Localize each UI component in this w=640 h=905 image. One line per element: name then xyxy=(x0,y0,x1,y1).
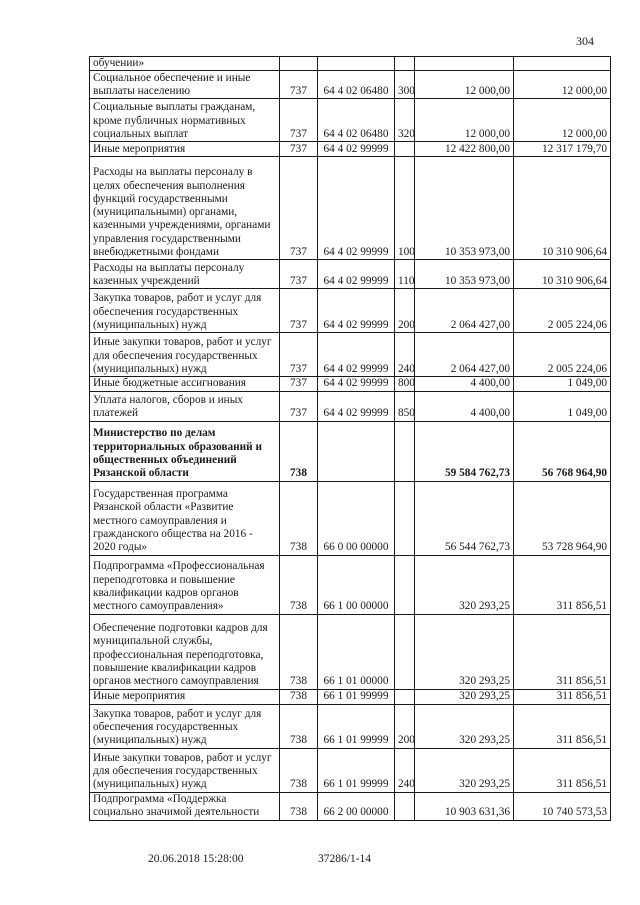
row-sum-fact-cell: 311 856,51 xyxy=(514,555,611,614)
row-ved-cell: 738 xyxy=(280,614,318,689)
row-ved-cell: 737 xyxy=(280,391,318,421)
row-csr-cell: 66 1 01 99999 xyxy=(318,704,395,748)
row-vr-cell: 800 xyxy=(395,377,415,391)
row-sum-plan-cell: 10 353 973,00 xyxy=(415,260,514,289)
row-sum-fact-cell: 10 310 906,64 xyxy=(514,260,611,289)
row-name-cell: Иные закупки товаров, работ и услуг для обеспечения государственных (муниципальных) нужд xyxy=(90,748,280,792)
row-ved-cell: 738 xyxy=(280,689,318,704)
row-vr-cell xyxy=(395,792,415,820)
row-vr-cell: 300 xyxy=(395,71,415,99)
row-csr-cell: 66 1 01 00000 xyxy=(318,614,395,689)
row-sum-fact-cell: 53 728 964,90 xyxy=(514,481,611,555)
row-name-cell: Уплата налогов, сборов и иных платежей xyxy=(90,391,280,421)
row-sum-fact-cell: 12 000,00 xyxy=(514,71,611,99)
row-sum-plan-cell: 59 584 762,73 xyxy=(415,421,514,481)
table-row xyxy=(90,421,611,481)
table-row xyxy=(90,333,611,377)
row-name-cell: Государственная программа Рязанской области «Развитие местного самоуправления и гражданского общества на 2016 - 2020 годы» xyxy=(90,481,280,555)
row-ved-cell: 738 xyxy=(280,421,318,481)
row-csr-cell: 66 1 00 00000 xyxy=(318,555,395,614)
table-body xyxy=(90,57,611,821)
row-vr-cell xyxy=(395,142,415,157)
table-row xyxy=(90,481,611,555)
row-ved-cell: 737 xyxy=(280,333,318,377)
row-sum-fact-cell: 12 317 179,70 xyxy=(514,142,611,157)
row-vr-cell xyxy=(395,57,415,71)
row-sum-fact-cell: 56 768 964,90 xyxy=(514,421,611,481)
row-vr-cell: 320 xyxy=(395,99,415,142)
row-sum-fact-cell: 10 740 573,53 xyxy=(514,792,611,820)
row-sum-fact-cell: 12 000,00 xyxy=(514,99,611,142)
footer-date: 20.06.2018 15:28:00 xyxy=(148,853,244,865)
table-row xyxy=(90,99,611,142)
row-ved-cell: 737 xyxy=(280,260,318,289)
row-sum-plan-cell: 320 293,25 xyxy=(415,689,514,704)
row-ved-cell: 737 xyxy=(280,99,318,142)
row-csr-cell: 64 4 02 99999 xyxy=(318,333,395,377)
table-row xyxy=(90,704,611,748)
page-number: 304 xyxy=(576,34,594,48)
row-ved-cell: 737 xyxy=(280,142,318,157)
row-sum-plan-cell: 320 293,25 xyxy=(415,748,514,792)
row-sum-fact-cell: 2 005 224,06 xyxy=(514,333,611,377)
row-ved-cell: 738 xyxy=(280,748,318,792)
table-row xyxy=(90,614,611,689)
row-csr-cell: 64 4 02 99999 xyxy=(318,377,395,391)
row-sum-plan-cell: 12 422 800,00 xyxy=(415,142,514,157)
row-name-cell: Министерство по делам территориальных образований и общественных объединений Рязанской области xyxy=(90,421,280,481)
row-ved-cell: 737 xyxy=(280,71,318,99)
row-sum-plan-cell: 320 293,25 xyxy=(415,704,514,748)
row-name-cell: обучении» xyxy=(90,57,280,71)
row-name-cell: Иные мероприятия xyxy=(90,142,280,157)
row-sum-fact-cell: 10 310 906,64 xyxy=(514,157,611,260)
row-sum-plan-cell xyxy=(415,57,514,71)
row-sum-fact-cell xyxy=(514,57,611,71)
table-row xyxy=(90,391,611,421)
row-ved-cell: 738 xyxy=(280,481,318,555)
row-vr-cell: 200 xyxy=(395,289,415,333)
table-row xyxy=(90,377,611,391)
row-sum-fact-cell: 311 856,51 xyxy=(514,614,611,689)
row-vr-cell xyxy=(395,421,415,481)
row-vr-cell: 240 xyxy=(395,748,415,792)
row-ved-cell: 737 xyxy=(280,377,318,391)
row-sum-plan-cell: 4 400,00 xyxy=(415,391,514,421)
row-sum-plan-cell: 2 064 427,00 xyxy=(415,333,514,377)
table-row xyxy=(90,555,611,614)
row-csr-cell: 66 1 01 99999 xyxy=(318,689,395,704)
row-vr-cell xyxy=(395,614,415,689)
table-row xyxy=(90,289,611,333)
row-ved-cell: 738 xyxy=(280,792,318,820)
row-name-cell: Социальное обеспечение и иные выплаты населению xyxy=(90,71,280,99)
row-csr-cell: 64 4 02 99999 xyxy=(318,142,395,157)
row-name-cell: Иные бюджетные ассигнования xyxy=(90,377,280,391)
row-sum-plan-cell: 12 000,00 xyxy=(415,99,514,142)
row-name-cell: Социальные выплаты гражданам, кроме публичных нормативных социальных выплат xyxy=(90,99,280,142)
row-ved-cell: 738 xyxy=(280,555,318,614)
budget-table xyxy=(89,56,611,821)
row-sum-plan-cell: 320 293,25 xyxy=(415,555,514,614)
row-name-cell: Закупка товаров, работ и услуг для обеспечения государственных (муниципальных) нужд xyxy=(90,704,280,748)
table-row xyxy=(90,142,611,157)
row-sum-plan-cell: 56 544 762,73 xyxy=(415,481,514,555)
row-ved-cell xyxy=(280,57,318,71)
row-csr-cell: 66 0 00 00000 xyxy=(318,481,395,555)
row-sum-fact-cell: 311 856,51 xyxy=(514,704,611,748)
row-sum-plan-cell: 2 064 427,00 xyxy=(415,289,514,333)
row-csr-cell xyxy=(318,57,395,71)
row-csr-cell: 66 1 01 99999 xyxy=(318,748,395,792)
row-sum-plan-cell: 10 903 631,36 xyxy=(415,792,514,820)
row-name-cell: Расходы на выплаты персоналу в целях обеспечения выполнения функций государственными (муниципальными) органами, казенными учреждениями, органами управления государственными внебюджетными фондами xyxy=(90,157,280,260)
row-vr-cell: 100 xyxy=(395,157,415,260)
row-vr-cell: 240 xyxy=(395,333,415,377)
row-sum-fact-cell: 1 049,00 xyxy=(514,377,611,391)
row-csr-cell: 64 4 02 06480 xyxy=(318,71,395,99)
row-csr-cell xyxy=(318,421,395,481)
row-csr-cell: 64 4 02 99999 xyxy=(318,157,395,260)
row-vr-cell: 850 xyxy=(395,391,415,421)
row-sum-fact-cell: 2 005 224,06 xyxy=(514,289,611,333)
row-sum-plan-cell: 10 353 973,00 xyxy=(415,157,514,260)
table-row xyxy=(90,57,611,71)
table-row xyxy=(90,260,611,289)
row-ved-cell: 738 xyxy=(280,704,318,748)
row-name-cell: Обеспечение подготовки кадров для муниципальной службы, профессиональная переподготовка, повышение квалификации кадров органов местного самоуправления xyxy=(90,614,280,689)
row-name-cell: Иные закупки товаров, работ и услуг для обеспечения государственных (муниципальных) нужд xyxy=(90,333,280,377)
row-csr-cell: 64 4 02 99999 xyxy=(318,260,395,289)
table-row xyxy=(90,157,611,260)
row-sum-plan-cell: 320 293,25 xyxy=(415,614,514,689)
row-csr-cell: 64 4 02 99999 xyxy=(318,289,395,333)
row-csr-cell: 64 4 02 06480 xyxy=(318,99,395,142)
row-sum-fact-cell: 1 049,00 xyxy=(514,391,611,421)
table-row xyxy=(90,748,611,792)
table-row xyxy=(90,71,611,99)
row-sum-fact-cell: 311 856,51 xyxy=(514,748,611,792)
table-row xyxy=(90,792,611,820)
row-vr-cell xyxy=(395,689,415,704)
row-name-cell: Подпрограмма «Профессиональная переподготовка и повышение квалификации кадров органов местного самоуправления» xyxy=(90,555,280,614)
row-ved-cell: 737 xyxy=(280,157,318,260)
row-vr-cell xyxy=(395,481,415,555)
row-name-cell: Иные мероприятия xyxy=(90,689,280,704)
row-name-cell: Подпрограмма «Поддержка социально значимой деятельности xyxy=(90,792,280,820)
row-ved-cell: 737 xyxy=(280,289,318,333)
row-sum-fact-cell: 311 856,51 xyxy=(514,689,611,704)
row-vr-cell: 200 xyxy=(395,704,415,748)
row-name-cell: Расходы на выплаты персоналу казенных учреждений xyxy=(90,260,280,289)
row-name-cell: Закупка товаров, работ и услуг для обеспечения государственных (муниципальных) нужд xyxy=(90,289,280,333)
row-sum-plan-cell: 12 000,00 xyxy=(415,71,514,99)
row-csr-cell: 64 4 02 99999 xyxy=(318,391,395,421)
row-csr-cell: 66 2 00 00000 xyxy=(318,792,395,820)
footer-code: 37286/1-14 xyxy=(318,853,372,865)
row-vr-cell: 110 xyxy=(395,260,415,289)
table-row xyxy=(90,689,611,704)
row-sum-plan-cell: 4 400,00 xyxy=(415,377,514,391)
row-vr-cell xyxy=(395,555,415,614)
